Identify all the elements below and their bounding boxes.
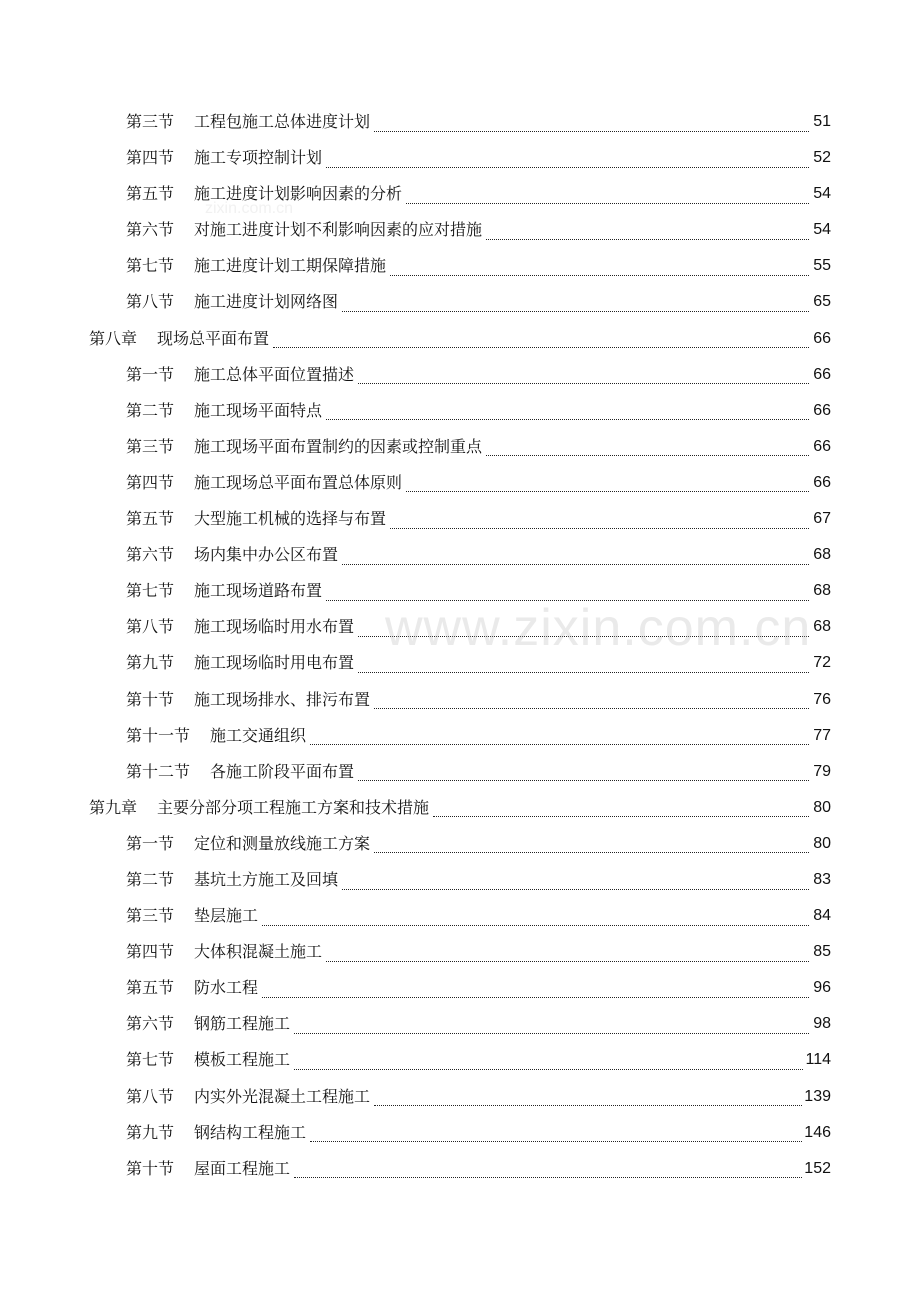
toc-dot-leader (342, 297, 809, 312)
table-of-contents (0, 104, 920, 1187)
toc-entry-label (89, 790, 429, 826)
toc-entry-label (126, 573, 322, 609)
toc-section-entry[interactable] (0, 898, 920, 934)
toc-section-entry[interactable] (0, 248, 920, 284)
toc-entry-title: 施工现场排水、排污布置 (194, 689, 371, 709)
toc-dot-leader (486, 225, 809, 240)
toc-entry-page-number: 76 (813, 690, 831, 708)
toc-section-entry[interactable] (0, 465, 920, 501)
toc-entry-number: 第四节 (126, 942, 175, 962)
toc-entry-number: 第六节 (126, 545, 175, 565)
toc-entry-number: 第八节 (126, 1086, 175, 1106)
toc-section-entry[interactable] (0, 104, 920, 140)
toc-entry-label (126, 609, 354, 645)
toc-entry-page-number: 98 (813, 1015, 831, 1033)
toc-entry-title: 现场总平面布置 (157, 328, 270, 348)
toc-section-entry[interactable] (0, 934, 920, 970)
toc-entry-label (126, 537, 338, 573)
toc-dot-leader (406, 189, 809, 204)
toc-section-entry[interactable] (0, 826, 920, 862)
toc-entry-label (126, 357, 354, 393)
toc-entry-title: 场内集中办公区布置 (194, 545, 339, 565)
toc-section-entry[interactable] (0, 212, 920, 248)
toc-entry-title: 各施工阶段平面布置 (210, 761, 355, 781)
toc-entry-title: 施工现场道路布置 (194, 581, 323, 601)
toc-section-entry[interactable] (0, 609, 920, 645)
toc-dot-leader (262, 911, 809, 926)
toc-entry-title: 对施工进度计划不利影响因素的应对措施 (194, 220, 483, 240)
toc-dot-leader (294, 1163, 802, 1178)
toc-entry-number: 第六节 (126, 220, 175, 240)
toc-dot-leader (374, 838, 809, 853)
toc-section-entry[interactable] (0, 862, 920, 898)
toc-entry-title: 施工现场临时用电布置 (194, 653, 355, 673)
toc-entry-label (126, 970, 258, 1006)
toc-section-entry[interactable] (0, 1115, 920, 1151)
toc-entry-label (89, 321, 269, 357)
toc-entry-number: 第三节 (126, 436, 175, 456)
toc-dot-leader (358, 369, 809, 384)
toc-entry-title: 工程包施工总体进度计划 (194, 112, 371, 131)
toc-entry-page-number: 54 (813, 185, 831, 203)
toc-entry-title: 施工专项控制计划 (194, 148, 323, 168)
toc-entry-label (126, 826, 370, 862)
toc-entry-page-number: 68 (813, 618, 831, 636)
toc-entry-number: 第九节 (126, 1122, 175, 1142)
toc-section-entry[interactable] (0, 970, 920, 1006)
toc-entry-label (126, 176, 402, 212)
toc-dot-leader (342, 875, 809, 890)
toc-entry-number: 第八节 (126, 292, 175, 312)
toc-dot-leader (374, 117, 809, 132)
toc-entry-title: 施工进度计划工期保障措施 (194, 256, 387, 276)
toc-section-entry[interactable] (0, 573, 920, 609)
toc-entry-label (126, 1115, 306, 1151)
toc-dot-leader (310, 730, 809, 745)
toc-entry-label (126, 248, 386, 284)
toc-section-entry[interactable] (0, 1151, 920, 1187)
toc-entry-page-number: 66 (813, 473, 831, 491)
toc-entry-label (126, 934, 322, 970)
toc-dot-leader (294, 1019, 809, 1034)
toc-entry-page-number: 72 (813, 654, 831, 672)
toc-entry-label (126, 284, 338, 320)
toc-entry-number: 第六节 (126, 1014, 175, 1034)
toc-entry-label (126, 682, 370, 718)
toc-section-entry[interactable] (0, 645, 920, 681)
toc-section-entry[interactable] (0, 429, 920, 465)
toc-entry-title: 主要分部分项工程施工方案和技术措施 (157, 797, 430, 817)
toc-dot-leader (390, 261, 809, 276)
toc-entry-page-number: 85 (813, 943, 831, 961)
watermark: www.zixin.com.cn (385, 599, 812, 657)
toc-dot-leader (326, 947, 809, 962)
toc-entry-number: 第三节 (126, 112, 175, 131)
toc-entry-title: 施工进度计划网络图 (194, 292, 339, 312)
toc-entry-number: 第七节 (126, 581, 175, 601)
toc-entry-title: 大体积混凝土施工 (194, 942, 323, 962)
toc-entry-number: 第四节 (126, 148, 175, 168)
toc-entry-label (126, 1079, 370, 1115)
toc-entry-title: 施工现场总平面布置总体原则 (194, 472, 403, 492)
toc-entry-label (126, 862, 338, 898)
toc-entry-page-number: 84 (813, 907, 831, 925)
toc-entry-number: 第四节 (126, 472, 175, 492)
toc-entry-label (126, 393, 322, 429)
toc-entry-page-number: 54 (813, 221, 831, 239)
toc-entry-number: 第二节 (126, 869, 175, 889)
toc-dot-leader (273, 333, 809, 348)
toc-entry-title: 施工现场临时用水布置 (194, 617, 355, 637)
toc-dot-leader (326, 586, 809, 601)
toc-entry-page-number: 55 (813, 257, 831, 275)
toc-entry-number: 第九节 (126, 653, 175, 673)
toc-dot-leader (358, 622, 809, 637)
toc-entry-page-number: 68 (813, 582, 831, 600)
toc-section-entry[interactable] (0, 357, 920, 393)
toc-entry-label (126, 898, 258, 934)
toc-entry-number: 第九章 (89, 797, 138, 817)
toc-entry-number: 第一节 (126, 833, 175, 853)
toc-dot-leader (358, 658, 809, 673)
toc-entry-title: 施工总体平面位置描述 (194, 364, 355, 384)
toc-section-entry[interactable] (0, 1079, 920, 1115)
toc-entry-title: 施工现场平面布置制约的因素或控制重点 (194, 436, 483, 456)
toc-dot-leader (374, 1091, 802, 1106)
toc-entry-label (126, 501, 386, 537)
toc-entry-title: 施工交通组织 (210, 725, 307, 745)
toc-entry-title: 施工进度计划影响因素的分析 (194, 184, 403, 204)
toc-entry-label (126, 1006, 290, 1042)
toc-entry-label (126, 104, 370, 140)
toc-entry-page-number: 79 (813, 762, 831, 780)
toc-section-entry[interactable] (0, 176, 920, 212)
toc-entry-number: 第八章 (89, 328, 138, 348)
toc-entry-page-number: 66 (813, 437, 831, 455)
toc-section-entry[interactable] (0, 140, 920, 176)
toc-chapter-entry[interactable] (0, 790, 920, 826)
toc-entry-page-number: 52 (813, 149, 831, 167)
toc-section-entry[interactable] (0, 393, 920, 429)
toc-entry-label (126, 212, 482, 248)
toc-entry-number: 第二节 (126, 400, 175, 420)
toc-entry-title: 钢结构工程施工 (194, 1122, 307, 1142)
toc-dot-leader (294, 1055, 803, 1070)
toc-section-entry[interactable] (0, 284, 920, 320)
toc-entry-number: 第七节 (126, 256, 175, 276)
toc-chapter-entry[interactable] (0, 321, 920, 357)
toc-dot-leader (390, 514, 809, 529)
toc-entry-label (126, 1042, 290, 1078)
toc-entry-number: 第十二节 (126, 761, 191, 781)
toc-entry-page-number: 66 (813, 365, 831, 383)
toc-entry-page-number: 65 (813, 293, 831, 311)
toc-dot-leader (358, 766, 809, 781)
toc-entry-page-number: 66 (813, 329, 831, 347)
toc-entry-label (126, 1151, 290, 1187)
toc-entry-label (126, 645, 354, 681)
toc-entry-label (126, 429, 482, 465)
toc-entry-number: 第七节 (126, 1050, 175, 1070)
toc-entry-number: 第五节 (126, 978, 175, 998)
toc-section-entry[interactable] (0, 501, 920, 537)
toc-dot-leader (374, 694, 809, 709)
toc-entry-number: 第五节 (126, 184, 175, 204)
toc-entry-title: 屋面工程施工 (194, 1158, 291, 1178)
toc-entry-number: 第一节 (126, 364, 175, 384)
toc-entry-page-number: 83 (813, 870, 831, 888)
toc-section-entry[interactable] (0, 718, 920, 754)
toc-section-entry[interactable] (0, 1006, 920, 1042)
toc-entry-number: 第八节 (126, 617, 175, 637)
toc-entry-title: 大型施工机械的选择与布置 (194, 509, 387, 529)
toc-entry-page-number: 80 (813, 834, 831, 852)
toc-entry-title: 钢筋工程施工 (194, 1014, 291, 1034)
toc-dot-leader (326, 405, 809, 420)
toc-section-entry[interactable] (0, 537, 920, 573)
toc-entry-title: 定位和测量放线施工方案 (194, 833, 371, 853)
toc-entry-label (126, 465, 402, 501)
toc-entry-label (126, 718, 306, 754)
toc-entry-page-number: 67 (813, 510, 831, 528)
toc-dot-leader (326, 153, 809, 168)
toc-section-entry[interactable] (0, 1042, 920, 1078)
toc-entry-page-number: 96 (813, 979, 831, 997)
toc-dot-leader (433, 802, 809, 817)
toc-entry-page-number: 80 (813, 798, 831, 816)
toc-entry-title: 垫层施工 (194, 906, 259, 926)
toc-entry-page-number: 68 (813, 546, 831, 564)
toc-dot-leader (406, 477, 809, 492)
toc-entry-page-number: 152 (804, 1159, 831, 1177)
toc-dot-leader (262, 983, 809, 998)
toc-entry-page-number: 114 (805, 1051, 831, 1069)
toc-entry-title: 内实外光混凝土工程施工 (194, 1086, 371, 1106)
toc-entry-number: 第十节 (126, 689, 175, 709)
toc-dot-leader (342, 550, 809, 565)
toc-entry-title: 模板工程施工 (194, 1050, 291, 1070)
toc-entry-number: 第十节 (126, 1158, 175, 1178)
toc-entry-page-number: 139 (804, 1087, 831, 1105)
toc-entry-title: 防水工程 (194, 978, 259, 998)
watermark-small: zixin.com.cn (205, 200, 294, 217)
toc-entry-number: 第三节 (126, 906, 175, 926)
toc-entry-page-number: 51 (813, 113, 831, 130)
toc-entry-number: 第十一节 (126, 725, 191, 745)
toc-section-entry[interactable] (0, 682, 920, 718)
toc-entry-title: 施工现场平面特点 (194, 400, 323, 420)
toc-dot-leader (486, 441, 809, 456)
toc-section-entry[interactable] (0, 754, 920, 790)
toc-entry-number: 第五节 (126, 509, 175, 529)
toc-entry-title: 基坑土方施工及回填 (194, 869, 339, 889)
toc-entry-label (126, 140, 322, 176)
toc-entry-page-number: 66 (813, 401, 831, 419)
toc-entry-page-number: 77 (813, 726, 831, 744)
toc-entry-label (126, 754, 354, 790)
toc-entry-page-number: 146 (804, 1123, 831, 1141)
toc-dot-leader (310, 1127, 802, 1142)
